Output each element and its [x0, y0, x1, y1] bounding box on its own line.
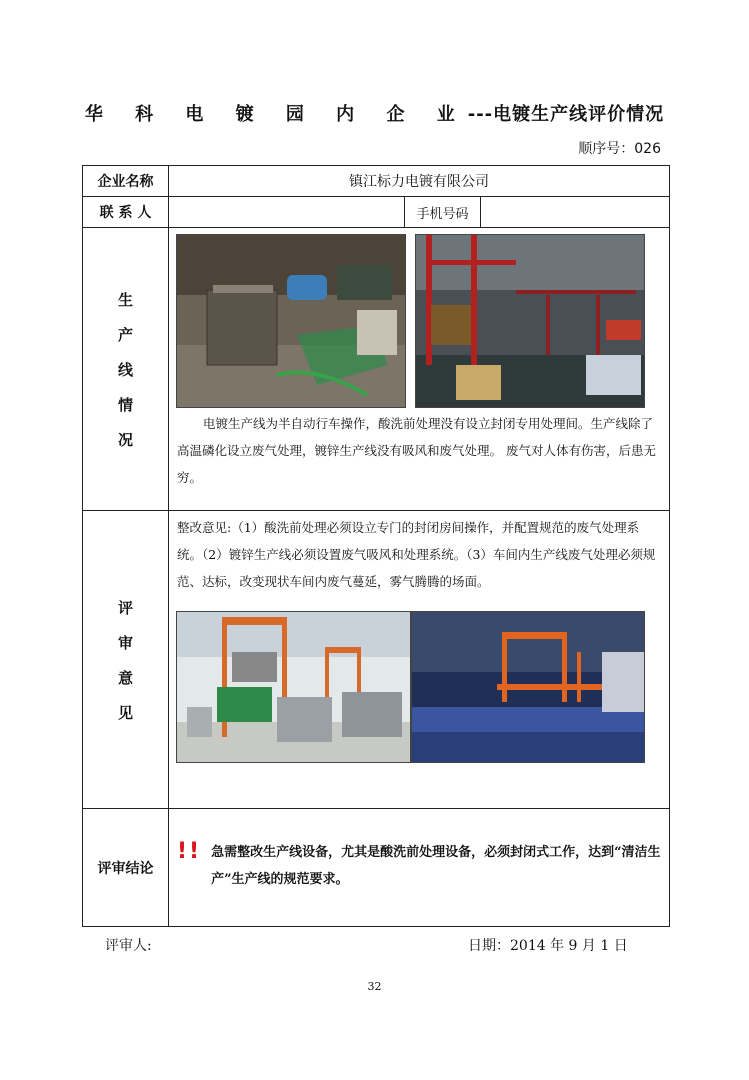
title-main: 华 科 电 镀 园 内 企 业	[84, 104, 468, 125]
photo-workshop	[415, 234, 645, 408]
review-label-char: 见	[117, 703, 133, 722]
evaluation-table	[82, 165, 670, 927]
review-label-char: 审	[117, 633, 133, 652]
production-label-char: 况	[117, 430, 133, 449]
review-photos	[169, 599, 669, 763]
reviewer-label: 评审人:	[105, 938, 152, 954]
photo-plating-line-b	[411, 611, 646, 763]
photo-pickling-tanks	[176, 234, 406, 408]
sequence-number: 顺序号：026	[578, 141, 661, 157]
page-number: 32	[367, 980, 382, 993]
conclusion-label: 评审结论	[83, 809, 169, 927]
production-label-char: 情	[117, 395, 133, 414]
warning-exclamation-icon: !!	[177, 839, 202, 864]
contact-row	[83, 197, 670, 228]
production-row	[83, 228, 670, 511]
photo-plating-line-a	[176, 611, 411, 763]
production-description: 电镀生产线为半自动行车操作，酸洗前处理没有设立封闭专用处理间。生产线除了高温磷化设立废气处理，镀锌生产线没有吸风和废气处理。 废气对人体有伤害，后患无穷。	[177, 416, 656, 485]
review-label-char: 意	[117, 668, 133, 687]
review-label	[83, 511, 169, 809]
phone-label: 手机号码	[405, 197, 481, 228]
contact-label: 联 系 人	[83, 197, 169, 228]
review-row	[83, 511, 670, 809]
review-opinion: 整改意见:（1）酸洗前处理必须设立专门的封闭房间操作，并配置规范的废气处理系统。（2）镀锌生产线必须设置废气吸风和处理系统。（3）车间内生产线废气处理必须规范、达标，改变现状车间内废气蔓延，雾气腾腾的场面。	[177, 520, 656, 589]
page-title	[0, 100, 749, 126]
contact-value	[169, 197, 405, 228]
review-date: 日期：2014 年 9 月 1 日	[468, 938, 628, 954]
production-label-char: 产	[117, 325, 133, 344]
production-content	[169, 228, 670, 511]
phone-value	[481, 197, 670, 228]
production-label-char: 线	[117, 360, 133, 379]
review-label-char: 评	[117, 598, 133, 617]
conclusion-row	[83, 809, 670, 927]
production-label	[83, 228, 169, 511]
conclusion-content	[169, 809, 670, 927]
title-sub: ---电镀生产线评价情况	[467, 104, 665, 125]
company-row	[83, 166, 670, 197]
review-content	[169, 511, 670, 809]
company-value: 镇江标力电镀有限公司	[169, 166, 670, 197]
company-label: 企业名称	[83, 166, 169, 197]
production-label-char: 生	[117, 290, 133, 309]
conclusion-text: 急需整改生产线设备，尤其是酸洗前处理设备，必须封闭式工作，达到“清洁生产”生产线的规范要求。	[211, 845, 661, 887]
production-photos	[169, 228, 669, 408]
